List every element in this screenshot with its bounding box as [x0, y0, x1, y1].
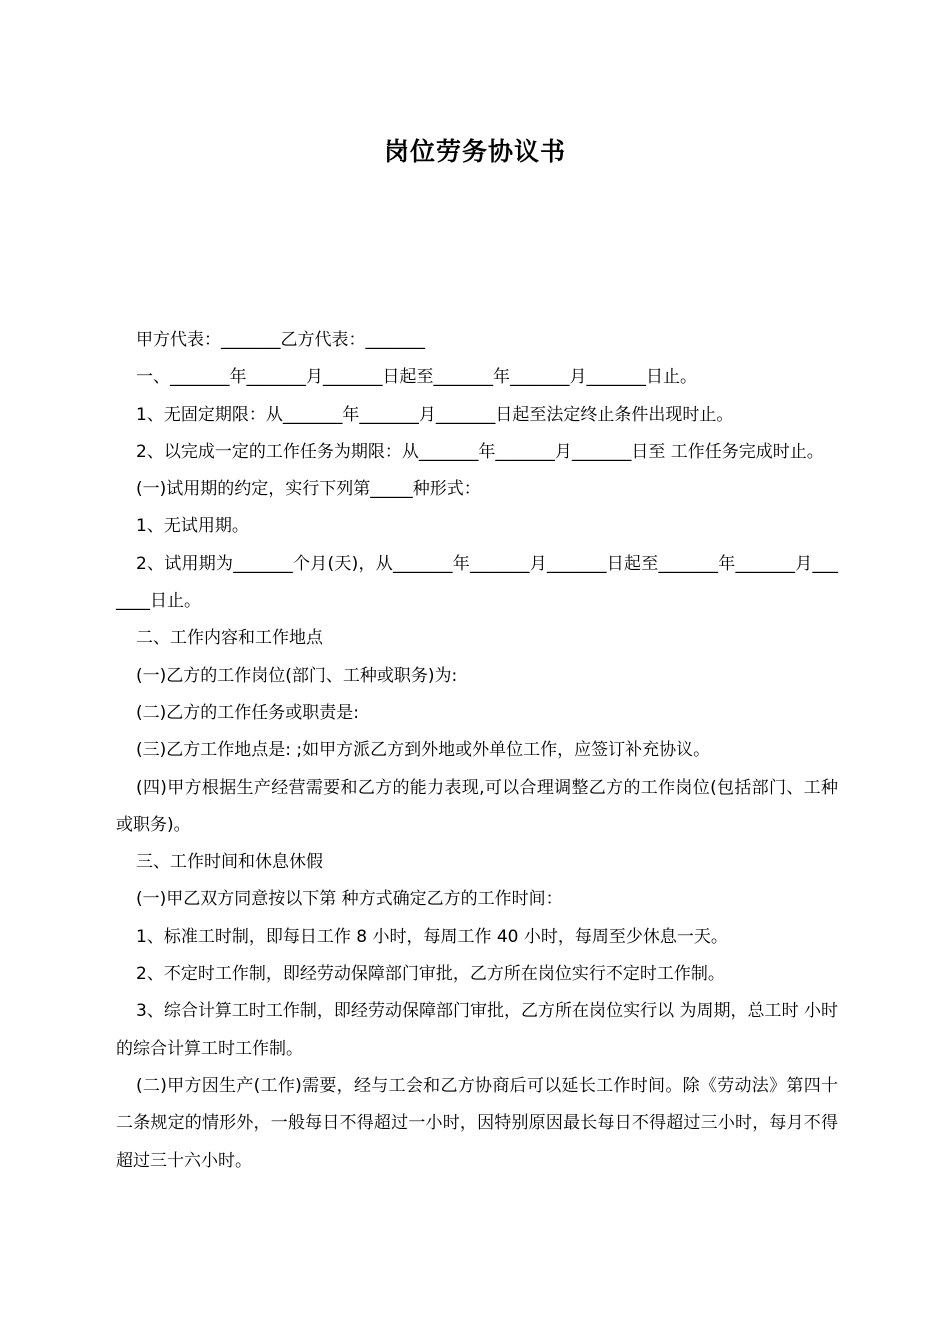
- document-title: 岗位劳务协议书: [383, 137, 566, 166]
- section-heading-work-content: 二、工作内容和工作地点: [136, 628, 323, 649]
- paragraph-duties: (二)乙方的工作任务或职责是:: [136, 702, 359, 723]
- paragraph-flexible-hours: 2、不定时工作制，即经劳动保障部门审批，乙方所在岗位实行不定时工作制。: [136, 964, 725, 985]
- paragraph-no-probation: 1、无试用期。: [136, 516, 249, 537]
- paragraph-position: (一)乙方的工作岗位(部门、工种或职务)为:: [136, 665, 458, 686]
- paragraph-probation-period: 2、试用期为_______个月(天)，从_______年_______月_______日起至_______年_______月_______日止。: [116, 553, 838, 612]
- paragraph-location: (三)乙方工作地点是: ;如甲方派乙方到外地或外单位工作，应签订补充协议。: [136, 740, 711, 761]
- paragraph-representatives: 甲方代表：_______乙方代表：_______: [136, 330, 425, 350]
- paragraph-task-term: 2、以完成一定的工作任务为期限：从_______年_______月_______日至 工作任务完成时止。: [136, 441, 824, 462]
- paragraph-comprehensive-hours: 3、综合计算工时工作制，即经劳动保障部门审批，乙方所在岗位实行以 为周期，总工时 小时的综合计算工时工作制。: [116, 1001, 838, 1059]
- paragraph-probation-heading: (一)试用期的约定，实行下列第_____种形式：: [136, 479, 481, 500]
- section-heading-work-hours: 三、工作时间和休息休假: [136, 852, 323, 873]
- paragraph-overtime: (二)甲方因生产(工作)需要，经与工会和乙方协商后可以延长工作时间。除《劳动法》第四十二条规定的情形外，一般每日不得超过一小时，因特别原因最长每日不得超过三小时，每月不得超过三十六小时。: [116, 1075, 838, 1171]
- paragraph-open-term: 1、无固定期限：从_______年_______月_______日起至法定终止条件出现时止。: [136, 404, 734, 425]
- document-body: [116, 322, 838, 1180]
- paragraph-standard-hours: 1、标准工时制，即每日工作 8 小时，每周工作 40 小时，每周至少休息一天。: [136, 926, 728, 947]
- paragraph-adjustment: (四)甲方根据生产经营需要和乙方的能力表现,可以合理调整乙方的工作岗位(包括部门、工种或职务)。: [116, 777, 838, 835]
- paragraph-hours-mode: (一)甲乙双方同意按以下第 种方式确定乙方的工作时间：: [136, 889, 563, 910]
- paragraph-term: 一、_______年_______月_______日起至_______年_______月_______日止。: [136, 367, 697, 388]
